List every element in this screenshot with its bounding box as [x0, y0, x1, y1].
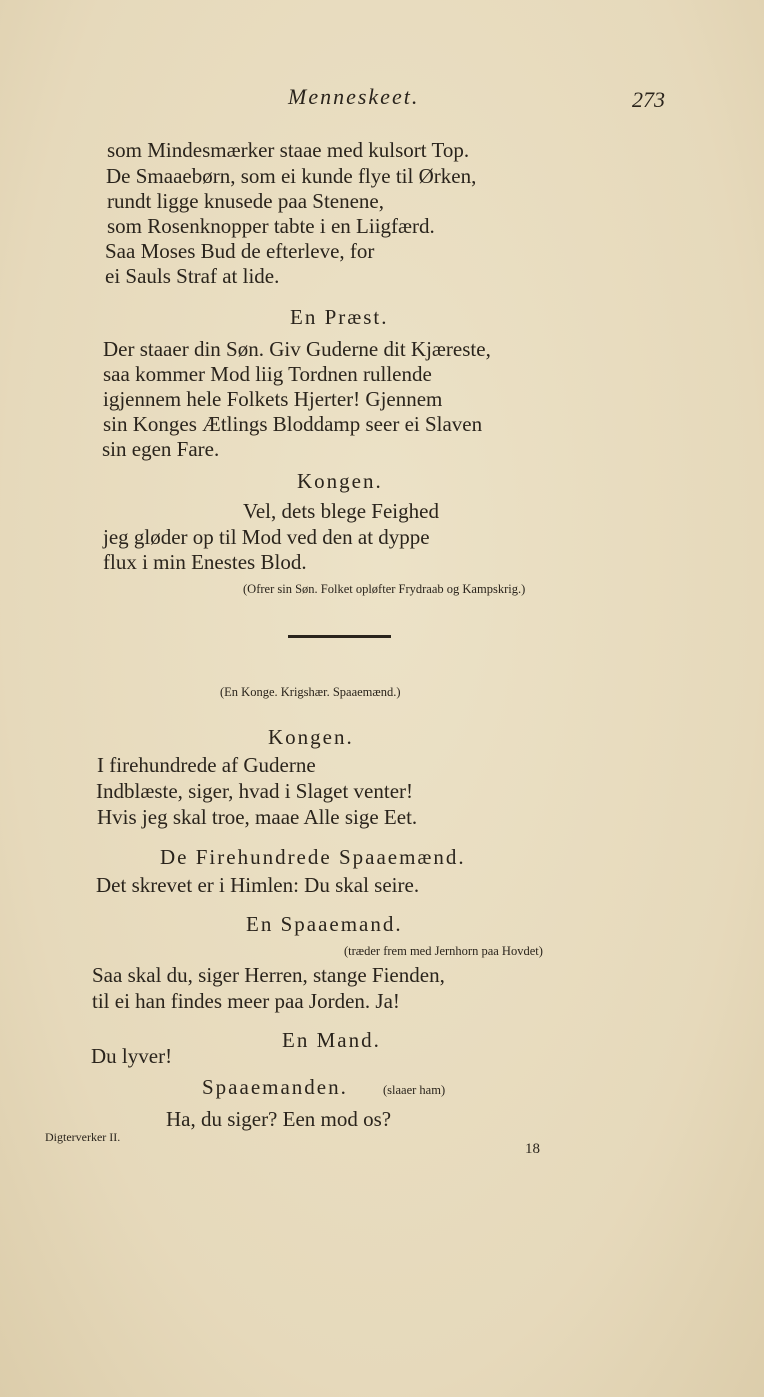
verse-line: I firehundrede af Guderne — [97, 753, 316, 777]
page-number: 273 — [632, 87, 665, 112]
verse-line: Saa Moses Bud de efterleve, for — [105, 239, 375, 263]
signature-mark: Digterverker II. — [45, 1130, 121, 1144]
speaker-name: Kongen. — [297, 469, 383, 493]
speaker-name: Spaaemanden. — [202, 1075, 348, 1099]
verse-line: som Mindesmærker staae med kulsort Top. — [107, 138, 470, 162]
stage-direction: (slaaer ham) — [383, 1083, 446, 1097]
verse-line: Du lyver! — [91, 1044, 173, 1068]
running-title: Menneskeet. — [288, 84, 420, 109]
sheet-number: 18 — [525, 1141, 540, 1157]
verse-line: som Rosenknopper tabte i en Liigfærd. — [107, 214, 435, 238]
verse-line: Saa skal du, siger Herren, stange Fienden, — [92, 963, 445, 987]
speaker-name: En Præst. — [290, 305, 389, 329]
stage-direction: (Ofrer sin Søn. Folket opløfter Frydraab og Kampskrig.) — [243, 582, 526, 596]
verse-line: saa kommer Mod liig Tordnen rullende — [103, 362, 432, 386]
verse-line: sin Konges Ætlings Bloddamp seer ei Slaven — [103, 412, 483, 436]
verse-line: Hvis jeg skal troe, maae Alle sige Eet. — [97, 805, 418, 829]
speaker-name: Kongen. — [268, 725, 354, 749]
speaker-name: En Mand. — [282, 1028, 381, 1052]
verse-line: Ha, du siger? Een mod os? — [166, 1107, 392, 1131]
stage-direction: (En Konge. Krigshær. Spaaemænd.) — [220, 685, 401, 699]
verse-line: flux i min Enestes Blod. — [103, 550, 307, 574]
verse-line: De Smaaebørn, som ei kunde flye til Ørken, — [106, 164, 477, 188]
verse-line: jeg gløder op til Mod ved den at dyppe — [103, 525, 430, 549]
stage-direction: (træder frem med Jernhorn paa Hovdet) — [344, 944, 543, 958]
verse-line: sin egen Fare. — [102, 437, 220, 461]
speaker-name: De Firehundrede Spaaemænd. — [160, 845, 466, 869]
verse-line: Indblæste, siger, hvad i Slaget venter! — [96, 779, 413, 803]
verse-line: Der staaer din Søn. Giv Guderne dit Kjæreste, — [103, 337, 491, 361]
verse-line: ei Sauls Straf at lide. — [105, 264, 280, 288]
verse-line: til ei han findes meer paa Jorden. Ja! — [92, 989, 400, 1013]
speaker-name: En Spaaemand. — [246, 912, 403, 936]
verse-line: rundt ligge knusede paa Stenene, — [107, 189, 384, 213]
verse-line: Det skrevet er i Himlen: Du skal seire. — [96, 873, 420, 897]
verse-line: Vel, dets blege Feighed — [243, 499, 439, 523]
section-divider — [288, 635, 391, 638]
verse-line: igjennem hele Folkets Hjerter! Gjennem — [103, 387, 443, 411]
